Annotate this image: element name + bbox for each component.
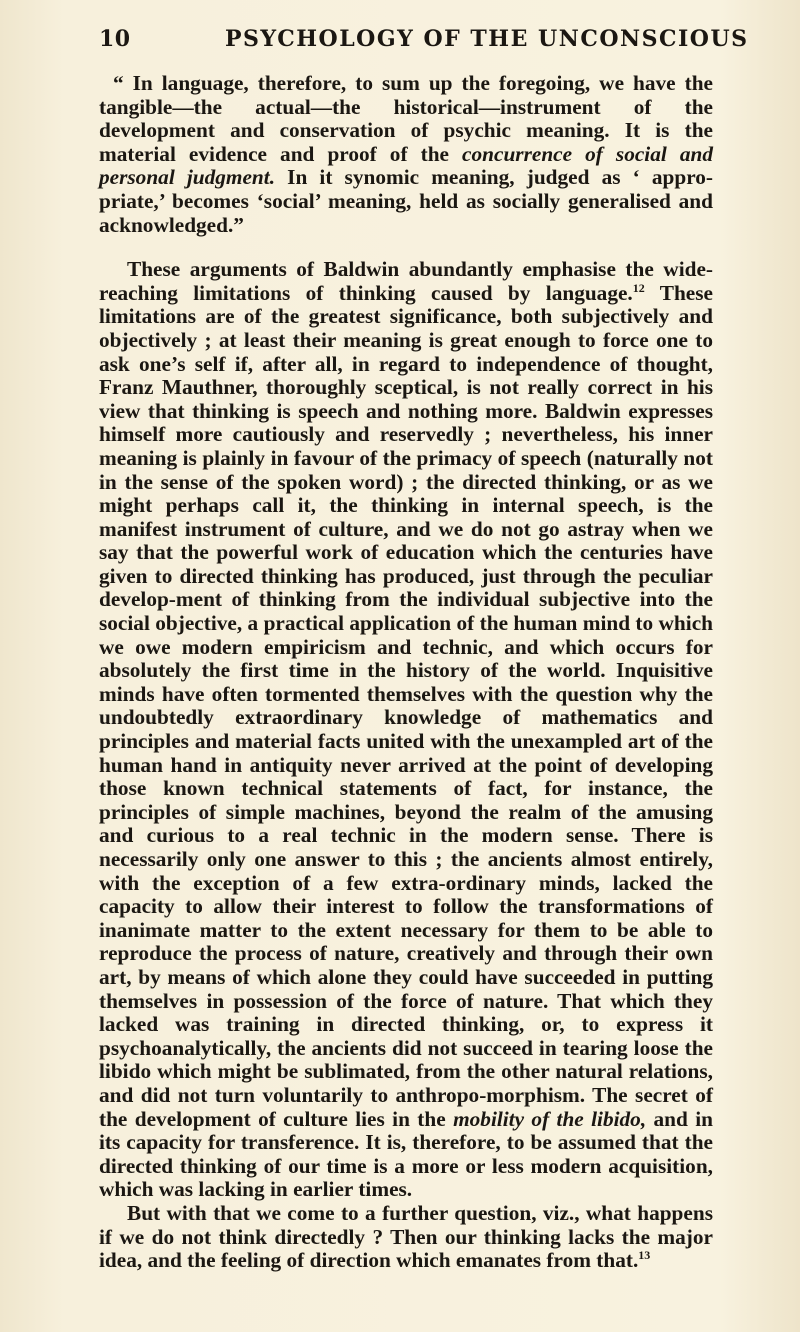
- paragraph-baldwin-arguments: [99, 258, 713, 1202]
- italic-emphasis: mobility of the libido,: [453, 1106, 647, 1131]
- italic-emphasis: concurrence of social and personal judgment.: [99, 141, 713, 190]
- running-head: PSYCHOLOGY OF THE UNCONSCIOUS: [225, 26, 749, 52]
- text-run: These limitations are of the greatest significance, both subjectively and objectively ; at least their meaning is great enough to force one to ask one’s self if, after all, in regard to independence of thought, Franz Mauthner, thoroughly sceptical, is not really correct in his view that thinking is speech and nothing more. Baldwin expresses himself more cautiously and reservedly ; nevertheless, his inner meaning is plainly in favour of the primacy of speech (naturally not in the sense of the spoken word) ; the directed thinking, or as we might perhaps call it, the thinking in internal speech, is the manifest instrument of culture, and we do not go astray when we say that the powerful work of education which the centuries have given to directed thinking has produced, just through the peculiar develop-ment of thinking from the individual subjective into the social objective, a practical application of the human mind to which we owe modern empiricism and technic, and which occurs for absolutely the first time in the history of the world. Inquisitive minds have often tormented themselves with the question why the undoubtedly extraordinary knowledge of mathematics and principles and material facts united with the unexampled art of the human hand in antiquity never arrived at the point of developing those known technical statements of fact, for instance, the principles of simple machines, beyond the realm of the amusing and curious to a real technic in the modern sense. There is necessarily only one answer to this ; the ancients almost entirely, with the exception of a few extra-ordinary minds, lacked the capacity to allow their interest to follow the transformations of inanimate matter to the extent necessary for them to be able to reproduce the process of nature, creatively and through their own art, by means of which alone they could have succeeded in putting themselves in possession of the force of nature. That which they lacked was training in directed thinking, or, to express it psychoanalytically, the ancients did not succeed in tearing loose the libido which might be sublimated, from the other natural relations, and did not turn voluntarily to anthropo-morphism. The secret of the development of culture lies in the: [99, 280, 713, 1131]
- body-text: [99, 72, 713, 1273]
- footnote-marker: 13: [638, 1248, 651, 1263]
- text-run: These arguments of Baldwin abundantly emphasise the wide-reaching limitations of thinking caused by language.: [99, 257, 713, 305]
- text-run: In it synomic meaning, judged as ‘ appro-priate,’ becomes ‘social’ meaning, held as socially generalised and acknowledged.”: [99, 165, 713, 237]
- text-run: But with that we come to a further question, viz., what happens if we do not think directedly ? Then our thinking lacks the major idea, and the feeling of direction which emanates from that.: [99, 1200, 713, 1273]
- page-header: [99, 26, 749, 56]
- paragraph-further-question: [99, 1202, 713, 1273]
- footnote-marker: 12: [632, 280, 645, 295]
- page-number: 10: [99, 26, 131, 52]
- quotation-paragraph: [99, 72, 713, 237]
- text-run: “ In language, therefore, to sum up the foregoing, we have the tangible—the actual—the historical—instrument of the development and conservation of psychic meaning. It is the material evidence and proof of the: [99, 71, 713, 166]
- text-run: and in its capacity for transference. It is, therefore, to be assumed that the directed thinking of our time is a more or less modern acquisition, which was lacking in earlier times.: [99, 1106, 713, 1202]
